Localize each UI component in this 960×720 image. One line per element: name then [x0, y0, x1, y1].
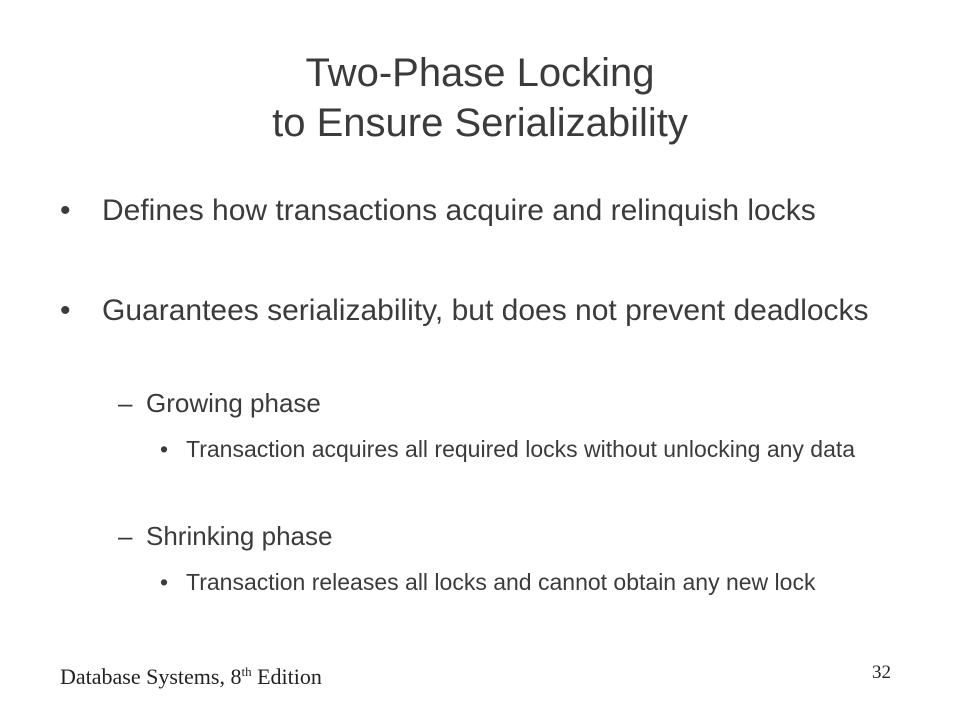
bullet-marker: • [160, 569, 169, 595]
bullet-marker: • [60, 294, 71, 327]
bullet-text: Defines how transactions acquire and relinquish locks [102, 194, 816, 227]
footer-book-name: Database Systems, 8 [60, 664, 242, 689]
detail-bullet-text: Transaction releases all locks and cannot obtain any new lock [186, 569, 816, 595]
detail-bullet-text: Transaction acquires all required locks without unlocking any data [186, 436, 856, 462]
dash-marker: – [118, 388, 133, 418]
bullet-marker: • [60, 194, 71, 227]
slide-title-line-2: to Ensure Serializability [272, 101, 688, 145]
sub-bullet-text: Shrinking phase [146, 521, 333, 551]
footer-edition-superscript: th [241, 664, 252, 679]
page-number: 32 [872, 662, 891, 683]
slide-title [0, 48, 960, 148]
dash-marker: – [118, 521, 133, 551]
bullet-text: Guarantees serializability, but does not prevent deadlocks [102, 294, 869, 327]
bullet-marker: • [160, 436, 169, 462]
slide-title-line-1: Two-Phase Locking [305, 51, 655, 95]
footer-edition-word: Edition [251, 664, 322, 689]
footer-book-title [60, 664, 322, 690]
sub-bullet-text: Growing phase [146, 388, 321, 418]
